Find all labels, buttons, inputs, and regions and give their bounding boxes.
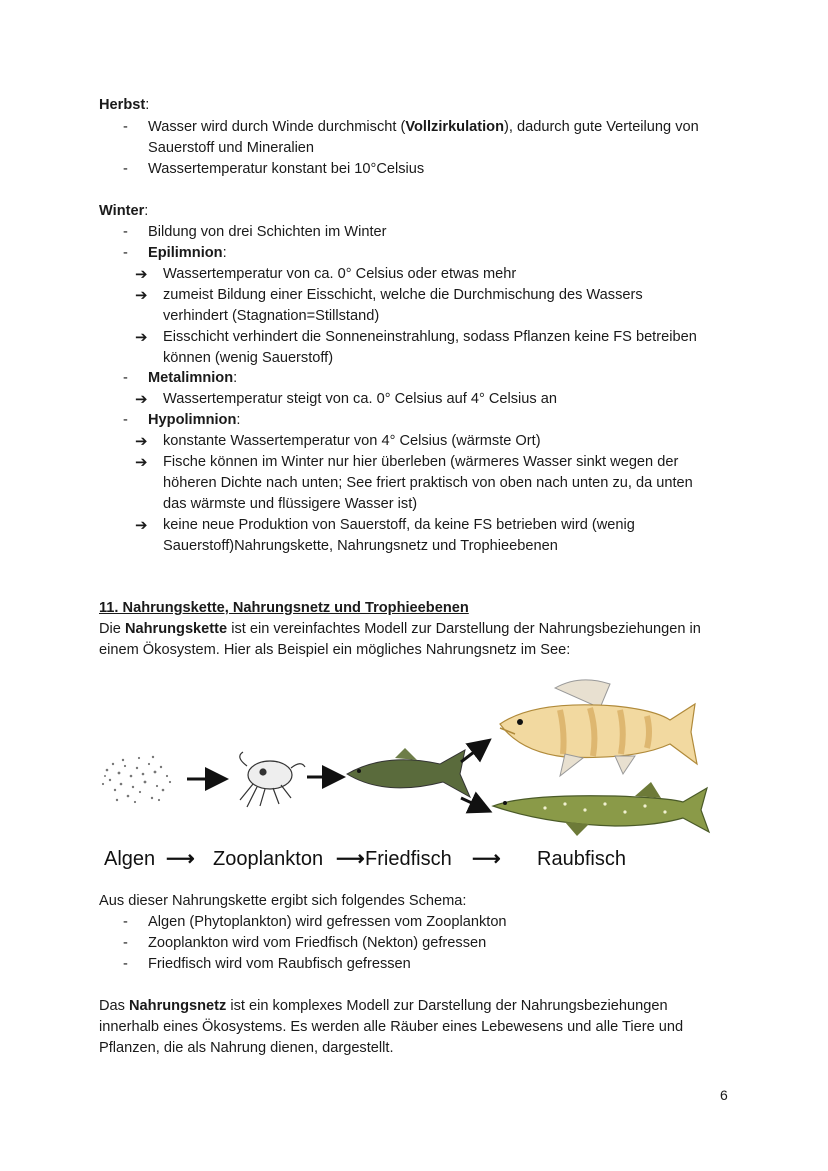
epi-point-2-cont: verhindert (Stagnation=Stillstand) [163,308,380,324]
arrow-icon [461,798,487,810]
bullet-dash: - [123,119,128,135]
nahrungsnetz-paragraph: Das Nahrungsnetz ist ein komplexes Modell zur Darstellung der Nahrungsbeziehungen [99,998,668,1014]
epi-point-3: Eisschicht verhindert die Sonneneinstrahlung, sodass Pflanzen keine FS betreiben [163,329,697,345]
epi-point-3-cont: können (wenig Sauerstoff) [163,350,334,366]
arrow-icon: ➔ [135,454,148,471]
hypolimnion-label: Hypolimnion: [148,412,241,428]
perch-icon [500,680,697,776]
hypo-point-2-cont2: das wärmste und flüssigere Wasser ist) [163,496,418,512]
arrow-icon: ➔ [135,266,148,283]
section-heading: 11. Nahrungskette, Nahrungsnetz und Trophieebenen [99,600,469,616]
hypo-point-2: Fische können im Winter nur hier überleben (wärmeres Wasser sinkt wegen der [163,454,679,470]
arrow-icon: ➔ [135,433,148,450]
meta-point-1: Wassertemperatur steigt von ca. 0° Celsius auf 4° Celsius an [163,391,557,407]
epilimnion-label: Epilimnion: [148,245,227,261]
label-zooplankton: Zooplankton [213,848,324,870]
hypo-point-1: konstante Wassertemperatur von 4° Celsius (wärmste Ort) [163,433,541,449]
herbst-item-1: Wasser wird durch Winde durchmischt (Vollzirkulation), dadurch gute Verteilung von [148,119,699,135]
label-friedfisch: Friedfisch [365,848,452,870]
label-algen: Algen [104,848,156,870]
bullet-dash: - [123,412,128,428]
nahrungsnetz-paragraph-line2: innerhalb eines Ökosystems. Es werden alle Räuber eines Lebewesens und alle Tiere und [99,1019,684,1035]
arrow-icon: ➔ [135,391,148,408]
hypo-point-3: keine neue Produktion von Sauerstoff, da keine FS betrieben wird (wenig [163,517,635,533]
herbst-item-2: Wassertemperatur konstant bei 10°Celsius [148,161,425,177]
bullet-dash: - [123,245,128,261]
nahrungskette-paragraph-line2: einem Ökosystem. Hier als Beispiel ein mögliches Nahrungsnetz im See: [99,642,571,658]
bullet-dash: - [123,224,128,240]
zooplankton-icon [240,752,305,807]
hypo-point-3-cont: Sauerstoff)Nahrungskette, Nahrungsnetz und Trophieebenen [163,538,558,554]
algae-icon [102,756,171,803]
nahrungskette-paragraph: Die Nahrungskette ist ein vereinfachtes Modell zur Darstellung der Nahrungsbeziehungen in [99,621,701,637]
carp-icon [347,748,470,797]
page-number: 6 [720,1087,728,1103]
metalimnion-label: Metalimnion: [148,370,238,386]
bullet-dash: - [123,161,128,177]
food-chain-illustration [95,672,720,844]
chain-arrow-icon: ⟶ [166,848,195,870]
chain-arrow-icon: ⟶ [472,848,501,870]
nahrungsnetz-paragraph-line3: Pflanzen, die als Nahrung dienen, dargestellt. [99,1040,394,1056]
winter-title: Winter: [99,203,149,219]
chain-arrow-icon: ⟶ [336,848,365,870]
epi-point-2: zumeist Bildung einer Eisschicht, welche die Durchmischung des Wassers [163,287,643,303]
hypo-point-2-cont: höheren Dichte nach unten; See friert praktisch von oben nach unten zu, da unten [163,475,693,491]
winter-intro: Bildung von drei Schichten im Winter [148,224,387,240]
pike-icon [493,782,709,836]
arrow-icon: ➔ [135,517,148,534]
herbst-item-1-cont: Sauerstoff und Mineralien [148,140,315,156]
bullet-dash: - [123,914,128,930]
label-raubfisch: Raubfisch [537,848,626,870]
schema-item-1: Algen (Phytoplankton) wird gefressen vom Zooplankton [148,914,507,930]
schema-item-3: Friedfisch wird vom Raubfisch gefressen [148,956,411,972]
arrow-icon: ➔ [135,287,148,304]
bullet-dash: - [123,370,128,386]
schema-item-2: Zooplankton wird vom Friedfisch (Nekton) gefressen [148,935,487,951]
arrow-icon: ➔ [135,329,148,346]
bullet-dash: - [123,935,128,951]
schema-intro: Aus dieser Nahrungskette ergibt sich folgendes Schema: [99,893,467,909]
bullet-dash: - [123,956,128,972]
herbst-title: Herbst: [99,97,150,113]
epi-point-1: Wassertemperatur von ca. 0° Celsius oder etwas mehr [163,266,517,282]
